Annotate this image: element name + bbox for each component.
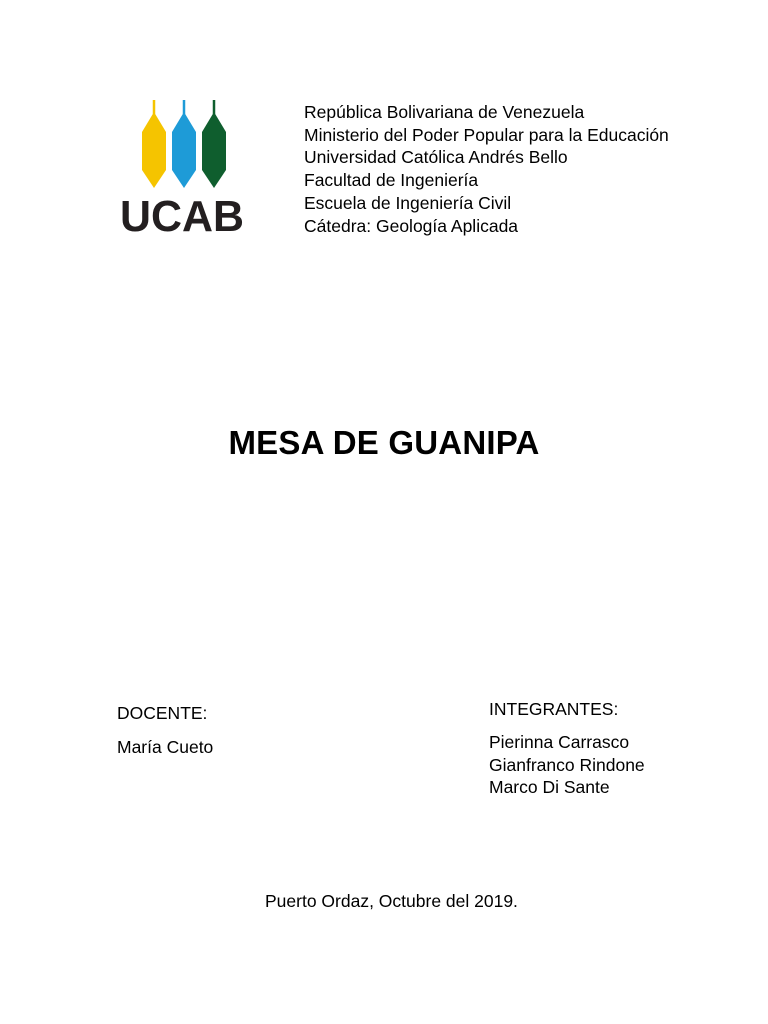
place-and-date: Puerto Ordaz, Octubre del 2019.: [265, 891, 518, 911]
docente-label: DOCENTE:: [117, 703, 208, 723]
integrante-item: Marco Di Sante: [489, 777, 610, 797]
header-line-faculty: Facultad de Ingeniería: [304, 170, 479, 191]
ucab-logo-graphic: [118, 98, 248, 238]
logo-green-shape: [202, 112, 226, 188]
integrantes-list: [489, 731, 645, 799]
logo-yellow-shape: [142, 112, 166, 188]
logo-wordmark: UCAB: [120, 192, 244, 238]
integrante-item: Gianfranco Rindone: [489, 754, 645, 775]
docente-name: María Cueto: [117, 737, 214, 757]
logo-blue-shape: [172, 112, 196, 188]
header-line-ministry: Ministerio del Poder Popular para la Educación: [304, 124, 669, 145]
integrante-item: Pierinna Carrasco: [489, 732, 630, 752]
ucab-logo: [118, 98, 248, 238]
integrantes-label: INTEGRANTES:: [489, 699, 619, 719]
header-line-university: Universidad Católica Andrés Bello: [304, 147, 568, 168]
header-line-school: Escuela de Ingeniería Civil: [304, 192, 512, 213]
institution-header: [304, 101, 669, 237]
document-title: MESA DE GUANIPA: [228, 424, 540, 461]
header-line-course: Cátedra: Geología Aplicada: [304, 215, 519, 236]
header-line-country: República Bolivariana de Venezuela: [304, 102, 585, 122]
